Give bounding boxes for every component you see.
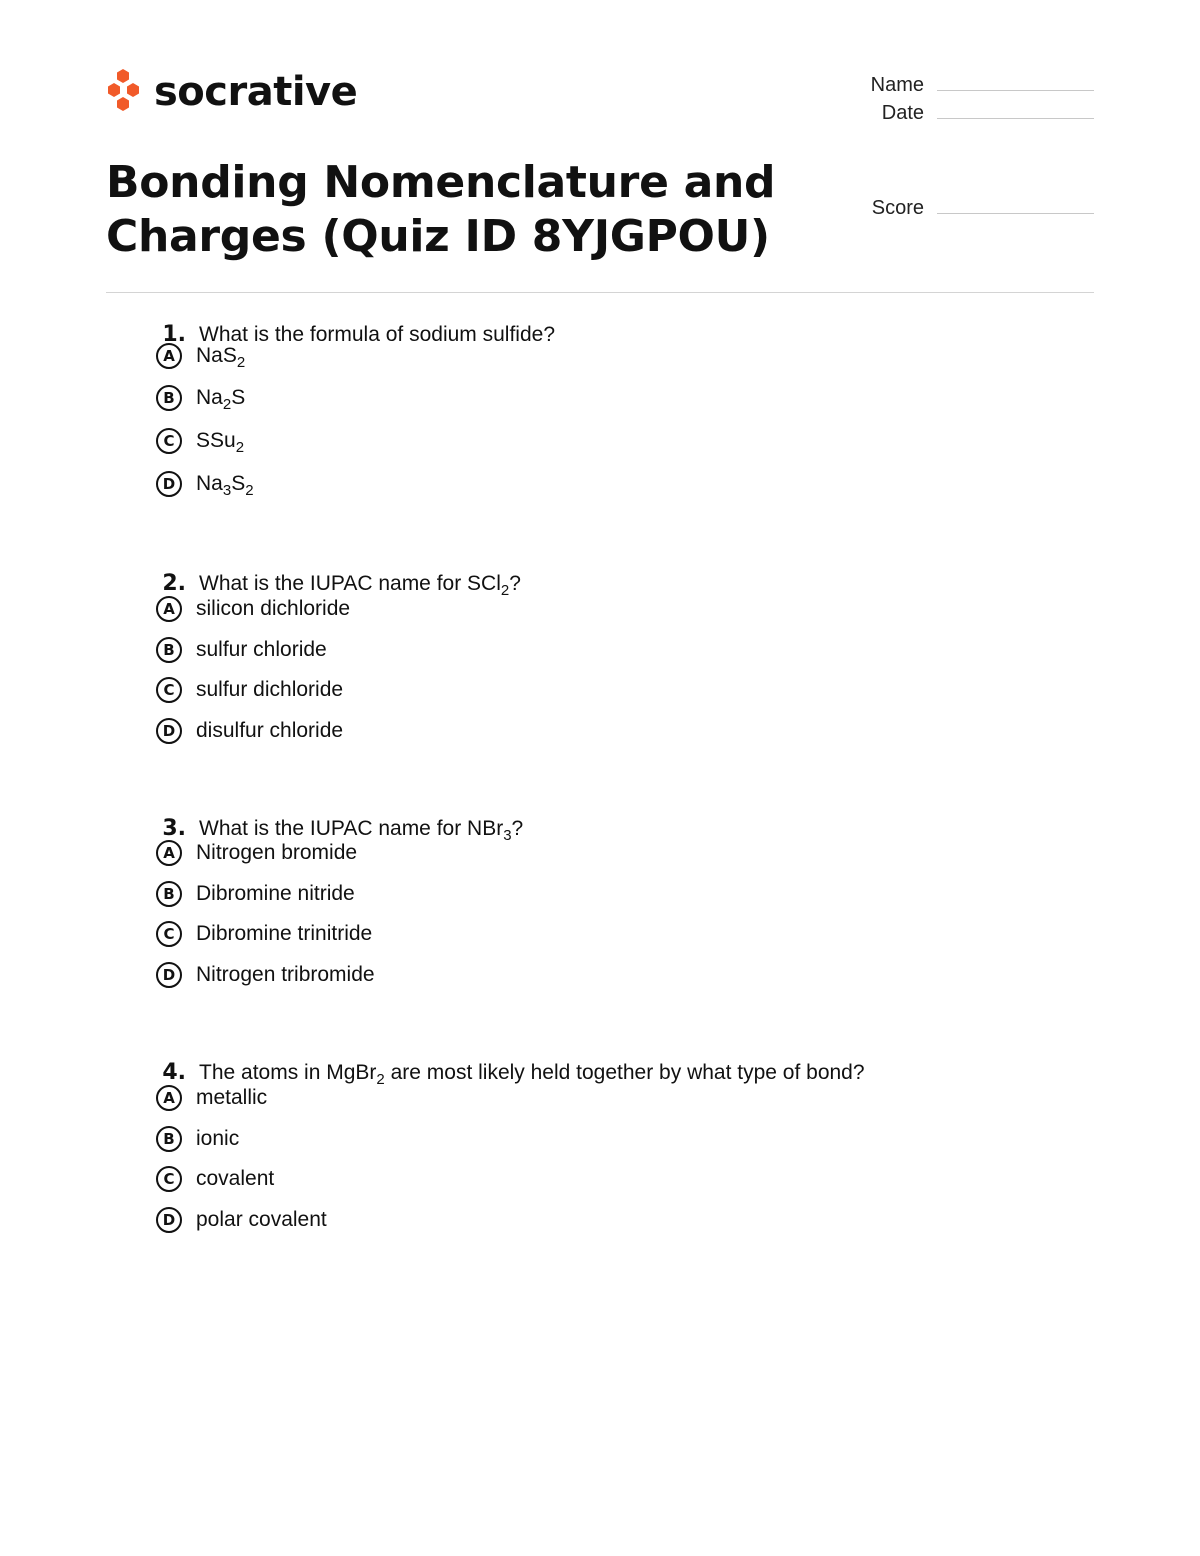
name-line (937, 76, 1094, 91)
question-header (156, 1060, 1056, 1094)
answer-option-b[interactable] (156, 873, 355, 915)
subscript: 2 (500, 582, 510, 599)
option-text (196, 882, 355, 906)
question-number: 1. (162, 322, 186, 347)
text-part: sulfur dichloride (196, 678, 344, 701)
score-line (937, 199, 1094, 214)
subscript: 2 (222, 396, 232, 413)
answer-option-c[interactable] (156, 420, 244, 462)
option-letter-circle[interactable]: B (156, 385, 182, 411)
subscript: 2 (236, 354, 246, 371)
text-part: S (231, 472, 246, 495)
text-part: Dibromine trinitride (196, 922, 373, 945)
option-letter-circle[interactable]: D (156, 718, 182, 744)
name-label: Name (870, 74, 924, 96)
text-part: What is the IUPAC name for NBr (199, 817, 504, 840)
text-part: Na (196, 472, 223, 495)
option-letter-circle[interactable]: B (156, 637, 182, 663)
text-part: are most likely held together by what type of bond? (384, 1061, 865, 1084)
option-text (196, 719, 343, 743)
answer-option-a[interactable] (156, 832, 357, 874)
text-part: Nitrogen tribromide (196, 963, 375, 986)
question-number: 3. (162, 816, 186, 841)
question-text (199, 1061, 865, 1088)
text-part: The atoms in MgBr (199, 1061, 377, 1084)
question-number: 4. (162, 1060, 186, 1085)
date-line (937, 104, 1094, 119)
option-letter-circle[interactable]: A (156, 840, 182, 866)
option-text (196, 922, 372, 946)
text-part: Dibromine nitride (196, 882, 355, 905)
date-label: Date (881, 102, 924, 124)
text-part: covalent (196, 1167, 275, 1190)
date-field (840, 102, 1094, 125)
answer-option-d[interactable] (156, 710, 343, 752)
subscript: 2 (376, 1071, 385, 1088)
option-text (196, 344, 246, 371)
name-field (840, 74, 1094, 97)
text-part: ? (511, 817, 524, 840)
option-text (196, 472, 254, 499)
answer-option-d[interactable] (156, 1199, 327, 1241)
answer-option-d[interactable] (156, 463, 254, 505)
option-letter-circle[interactable]: A (156, 596, 182, 622)
option-letter-circle[interactable]: C (156, 1166, 182, 1192)
question-1 (156, 322, 1056, 356)
option-text (196, 841, 357, 865)
page-title (106, 156, 806, 264)
answer-option-b[interactable] (156, 377, 245, 419)
option-text (196, 678, 343, 702)
option-letter-circle[interactable]: D (156, 962, 182, 988)
option-letter-circle[interactable]: D (156, 471, 182, 497)
option-letter-circle[interactable]: A (156, 343, 182, 369)
text-part: S (231, 386, 246, 409)
text-part: SSu (196, 429, 236, 452)
option-text (196, 1086, 267, 1110)
text-part: NaS (196, 344, 237, 367)
answer-option-a[interactable] (156, 1077, 267, 1119)
subscript: 2 (245, 482, 254, 499)
option-letter-circle[interactable]: B (156, 881, 182, 907)
option-letter-circle[interactable]: A (156, 1085, 182, 1111)
option-text (196, 597, 350, 621)
answer-option-a[interactable] (156, 335, 245, 377)
option-letter-circle[interactable]: C (156, 428, 182, 454)
text-part: disulfur chloride (196, 719, 344, 742)
option-text (196, 963, 375, 987)
answer-option-b[interactable] (156, 1118, 239, 1160)
text-part: What is the formula of sodium sulfide? (199, 323, 555, 346)
option-letter-circle[interactable]: C (156, 921, 182, 947)
text-part: Nitrogen bromide (196, 841, 358, 864)
score-field (840, 197, 1094, 220)
answer-option-c[interactable] (156, 913, 372, 955)
text-part: polar covalent (196, 1208, 327, 1231)
text-part: metallic (196, 1086, 268, 1109)
question-4 (156, 1060, 1056, 1094)
option-text (196, 638, 327, 662)
answer-option-b[interactable] (156, 629, 327, 671)
hexagon-cluster-icon (106, 68, 142, 116)
option-text (196, 429, 245, 456)
option-letter-circle[interactable]: C (156, 677, 182, 703)
option-text (196, 1127, 239, 1151)
answer-option-d[interactable] (156, 954, 375, 996)
answer-option-c[interactable] (156, 669, 343, 711)
option-letter-circle[interactable]: D (156, 1207, 182, 1233)
score-label: Score (871, 197, 924, 219)
option-text (196, 1167, 274, 1191)
brand-name: socrative (154, 69, 358, 115)
option-letter-circle[interactable]: B (156, 1126, 182, 1152)
option-text (196, 386, 246, 413)
text-part: What is the IUPAC name for SCl (199, 572, 501, 595)
subscript: 3 (222, 482, 232, 499)
title-line-1: Bonding Nomenclature and (106, 157, 776, 208)
text-part: ? (509, 572, 521, 595)
header-divider (106, 292, 1094, 293)
text-part: silicon dichloride (196, 597, 351, 620)
question-header (156, 322, 1056, 356)
text-part: ionic (196, 1127, 240, 1150)
question-text (199, 323, 555, 347)
option-text (196, 1208, 327, 1232)
title-line-2: Charges (Quiz ID 8YJGPOU) (106, 211, 770, 262)
question-number: 2. (162, 571, 186, 596)
subscript: 2 (235, 439, 245, 456)
answer-option-a[interactable] (156, 588, 350, 630)
text-part: sulfur chloride (196, 638, 327, 661)
text-part: Na (196, 386, 223, 409)
subscript: 3 (503, 827, 512, 844)
socrative-logo (106, 68, 357, 116)
answer-option-c[interactable] (156, 1158, 274, 1200)
